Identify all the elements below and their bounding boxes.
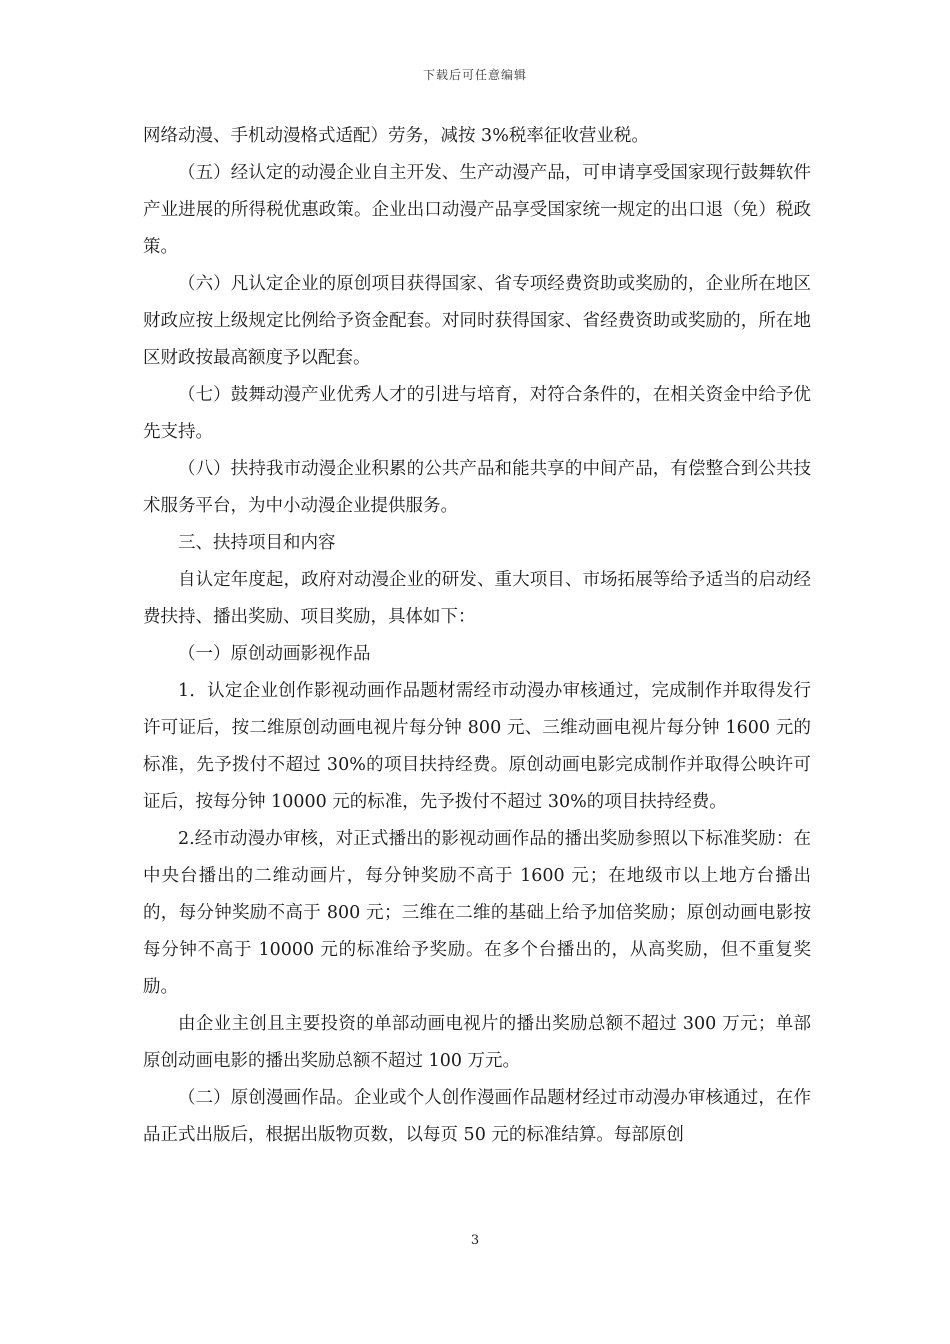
paragraph-intro: 自认定年度起，政府对动漫企业的研发、重大项目、市场拓展等给予适当的启动经费扶持、播出奖励、项目奖励，具体如下： <box>143 570 811 627</box>
paragraph-item-6: （六）凡认定企业的原创项目获得国家、省专项经费资助或奖励的，企业所在地区财政应按上级规定比例给予资金配套。对同时获得国家、省经费资助或奖励的，所在地区财政按最高额度予以配套。 <box>143 274 811 368</box>
paragraph-item-8: （八）扶持我市动漫企业积累的公共产品和能共享的中间产品，有偿整合到公共技术服务平台，为中小动漫企业提供服务。 <box>143 459 811 516</box>
paragraph-continued: 网络动漫、手机动漫格式适配）劳务，减按 3%税率征收营业税。 <box>143 126 649 146</box>
section-heading: 三、扶持项目和内容 <box>178 533 336 553</box>
body-text <box>143 118 811 1154</box>
paragraph-item-7: （七）鼓舞动漫产业优秀人才的引进与培育，对符合条件的，在相关资金中给予优先支持。 <box>143 385 811 442</box>
paragraph-clause-2: 2.经市动漫办审核，对正式播出的影视动画作品的播出奖励参照以下标准奖励：在中央台播出的二维动画片，每分钟奖励不高于 1600 元；在地级市以上地方台播出的，每分钟奖励不高于 800 元；三维在二维的基础上给予加倍奖励；原创动画电影按每分钟不高于 10000 元的标准给予奖励。在多个台播出的，从高奖励，但不重复奖励。 <box>143 829 811 997</box>
paragraph-item-2-comics: （二）原创漫画作品。企业或个人创作漫画作品题材经过市动漫办审核通过，在作品正式出版后，根据出版物页数，以每页 50 元的标准结算。每部原创 <box>143 1088 811 1145</box>
paragraph-limit: 由企业主创且主要投资的单部动画电视片的播出奖励总额不超过 300 万元；单部原创动画电影的播出奖励总额不超过 100 万元。 <box>143 1014 811 1071</box>
subsection-heading-1: （一）原创动画影视作品 <box>178 644 371 664</box>
page-header: 下载后可任意编辑 <box>422 68 527 82</box>
paragraph-clause-1: 1．认定企业创作影视动画作品题材需经市动漫办审核通过，完成制作并取得发行许可证后，按二维原创动画电视片每分钟 800 元、三维动画电视片每分钟 1600 元的标准，先予拨付不超过 30%的项目扶持经费。原创动画电影完成制作并取得公映许可证后，按每分钟 10000 元的标准，先予拨付不超过 30%的项目扶持经费。 <box>143 681 811 812</box>
paragraph-item-5: （五）经认定的动漫企业自主开发、生产动漫产品，可申请享受国家现行鼓舞软件产业进展的所得税优惠政策。企业出口动漫产品享受国家统一规定的出口退（免）税政策。 <box>143 163 811 257</box>
page-number: 3 <box>470 1233 480 1248</box>
